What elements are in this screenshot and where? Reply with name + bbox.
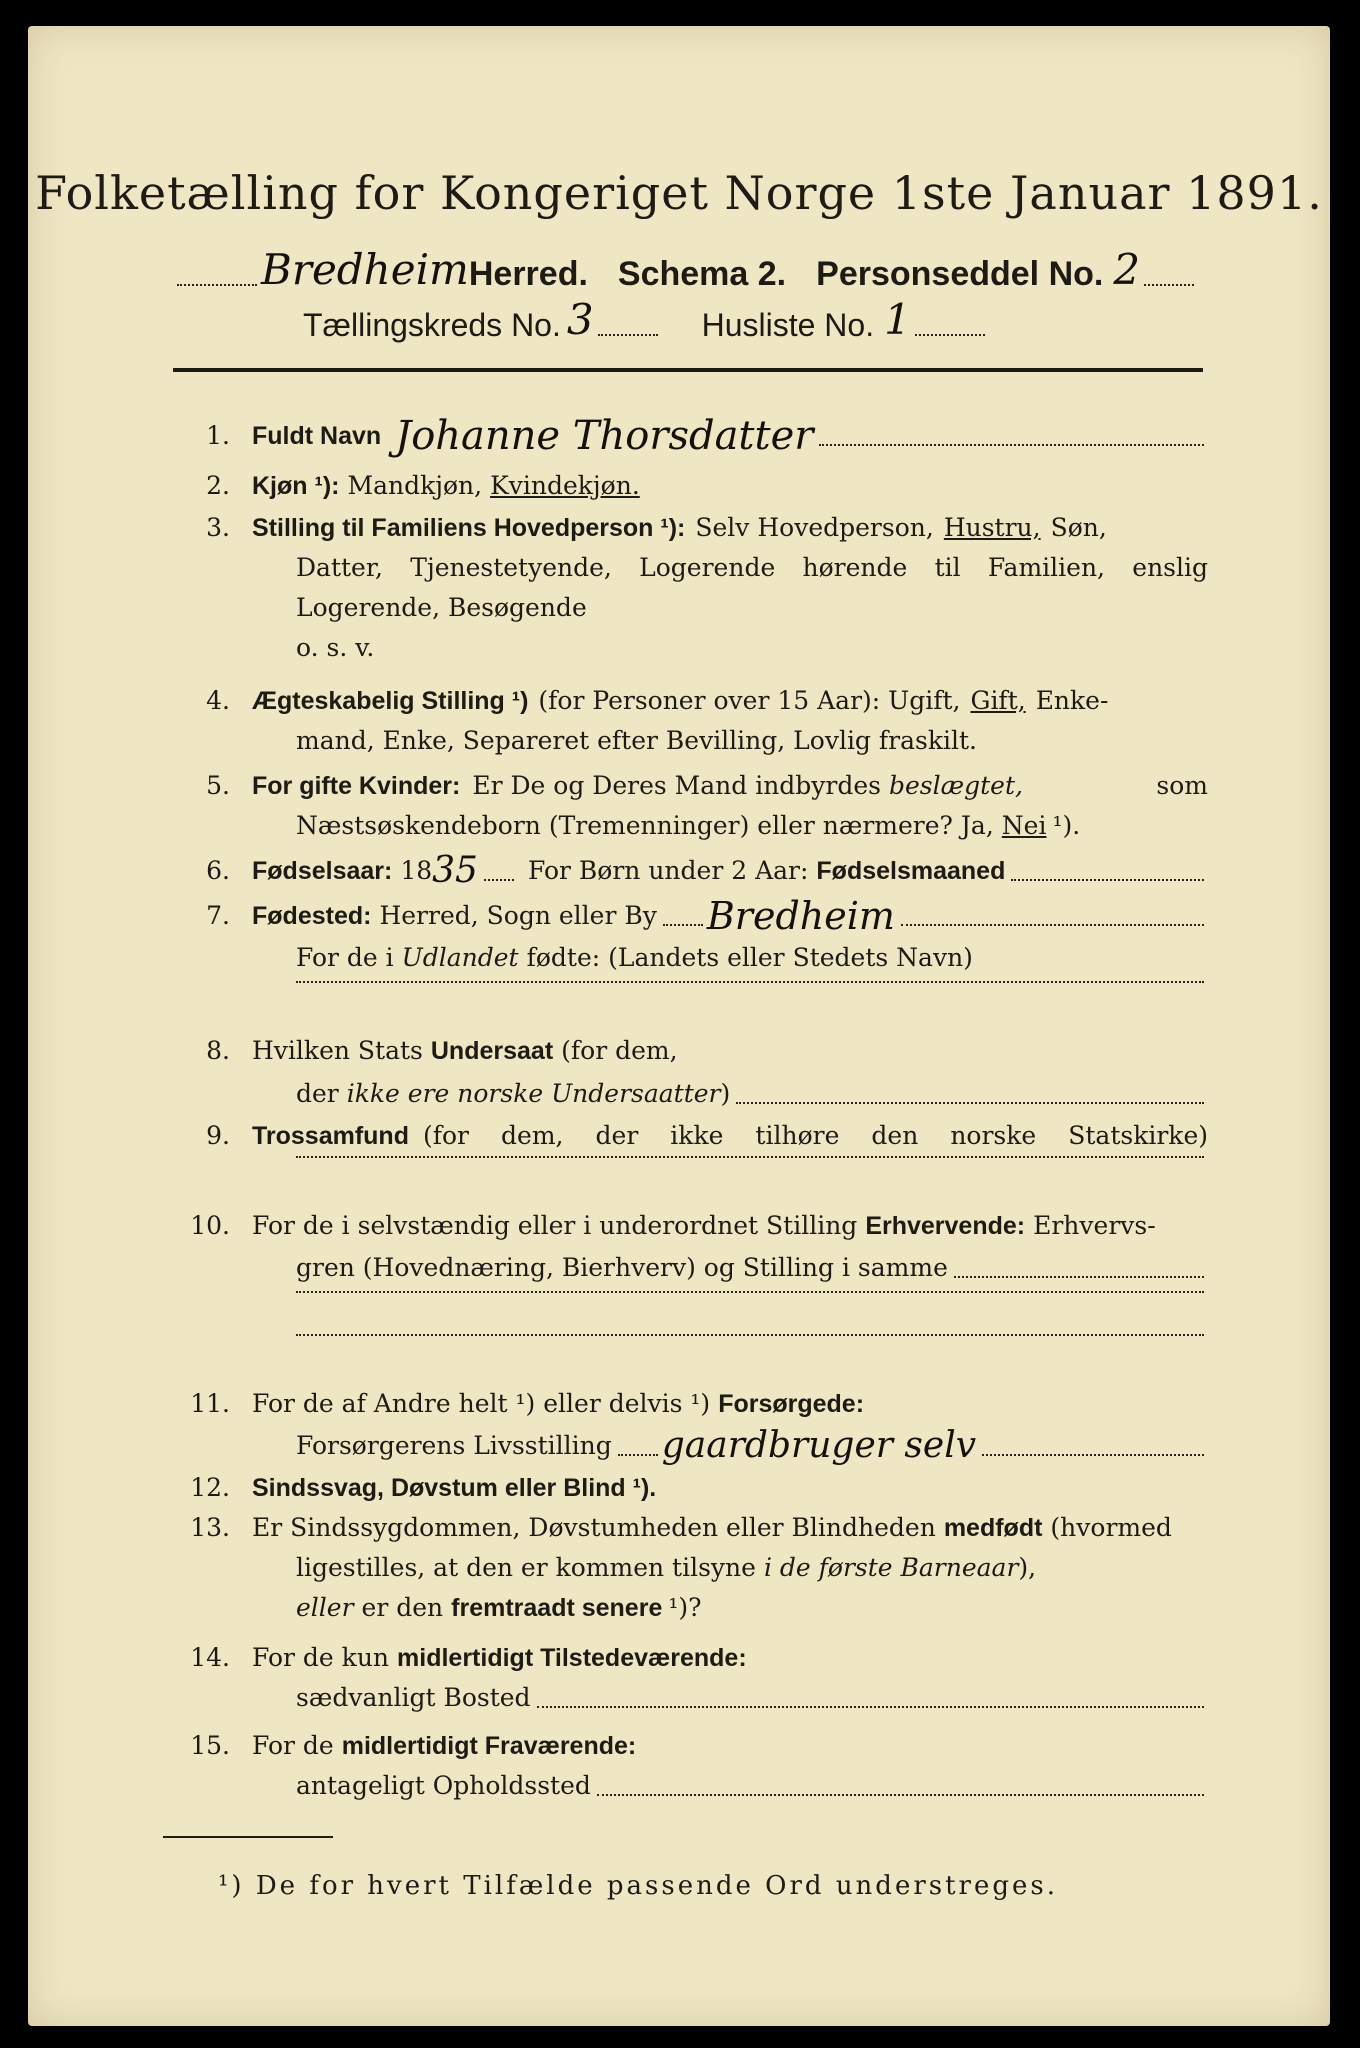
item-10-occupation: 10. For de i selvstændig eller i underordnet Stilling Erhvervende: Erhvervs- <box>190 1211 1156 1240</box>
husliste-label: Husliste No. <box>701 307 875 343</box>
herred-handwritten: Bredheim <box>261 245 469 294</box>
item-1-full-name: 1. Fuldt Navn Johanne Thorsdatter <box>168 416 1208 456</box>
item-6-birth-year: 6. Fødselsaar: 18 35 For Børn under 2 Aar: Fødselsmaaned <box>168 851 1208 891</box>
item-13-congenital: 13. Er Sindssygdommen, Døvstumheden eller Blindheden medfødt (hvormed <box>190 1513 1172 1542</box>
husliste-handwritten: 1 <box>884 295 911 344</box>
item-15-temporarily-absent: 15. For de midlertidigt Fraværende: <box>190 1731 637 1760</box>
item-8-citizenship: 8. Hvilken Stats Undersaat (for dem, <box>206 1036 678 1065</box>
item-9-religion: 9. Trossamfund (for dem, der ikke tilhøre den norske Statskirke) <box>206 1121 1208 1150</box>
provider-occupation-handwritten: gaardbruger selv <box>661 1425 977 1466</box>
herred-label: Herred. <box>468 255 588 293</box>
sex-option-female-underlined: Kvindekjøn. <box>490 471 640 500</box>
item-14-temporarily-present: 14. For de kun midlertidigt Tilstedeværende: <box>190 1643 747 1672</box>
marital-gift-underlined: Gift, <box>970 686 1026 715</box>
full-name-label: Fuldt Navn <box>252 422 382 450</box>
item-4-marital-status: 4. Ægteskabelig Stilling ¹) (for Personer over 15 Aar): Ugift, Gift, Enke- <box>168 681 1208 721</box>
birthplace-handwritten: Bredheim <box>706 894 895 938</box>
item-7-birthplace: 7. Fødested: Herred, Sogn eller By Bredheim <box>168 896 1208 936</box>
header-kreds-line <box>303 294 1103 344</box>
sex-label: Kjøn ¹): <box>252 472 340 500</box>
header-herred-line <box>173 238 1203 294</box>
item-12-disability: 12. Sindssvag, Døvstum eller Blind ¹). <box>190 1473 657 1502</box>
item-2-sex: 2. Kjøn ¹): Mandkjøn, Kvindekjøn. <box>168 466 1208 506</box>
full-name-handwritten: Johanne Thorsdatter <box>395 413 814 459</box>
sex-option-male: Mandkjøn, <box>347 471 483 500</box>
footnote-rule <box>163 1836 333 1838</box>
item-5-married-women: 5. For gifte Kvinder: Er De og Deres Mand indbyrdes beslægtet, som <box>206 771 1208 800</box>
birth-year-handwritten: 35 <box>432 850 478 891</box>
taellingskreds-label: Tællingskreds No. <box>303 307 561 343</box>
footnote: ¹) De for hvert Tilfælde passende Ord understreges. <box>218 1871 1059 1901</box>
form-title: Folketælling for Kongeriget Norge 1ste Januar 1891. <box>35 166 1323 220</box>
personseddel-label: Personseddel No. <box>816 255 1104 293</box>
census-form-page: Folketælling for Kongeriget Norge 1ste Januar 1891. Bredheim Herred. Schema 2. Personseddel No. 2 Tællingskreds No. 3 Husliste No. 1 1. Fuldt Navn Johanne Thorsdatter 2. Kjøn ¹): Mandkjøn, Kvindekjøn. 3. Stilling til Familiens Hovedperson ¹): Selv Hovedperson, Hustru, Søn, Datter, Tjenestetyende, Logerende hørende til Familien, enslig Logerende, Besøgende o. s. v. 4. Ægteskabelig Stilling ¹) (for Personer over 15 Aar): Ugift, Gift, Enke- mand, Enke, Separeret efter Bevilling, Lovlig fraskilt. 5. For gifte Kvinder: Er De og Deres Mand indbyrdes beslægtet, som Næstsøskendeborn (Tremenninger) eller nærmere? Ja, Nei ¹). 6. Fødselsaar: 18 35 For Børn under 2 Aar: Fødselsmaaned 7. Fødested: Herred, Sogn eller By Bredheim For de i Udlandet fødte: (Landets eller Stedets Navn) 8. Hvilken Stats Undersaat (for dem, der ikke ere norske Undersaatter ) 9. Trossamfund (for dem, der ikke tilhøre den norske Statskirke) 10. For de i selvstændig eller i underordnet Stilling Erhvervende: Erhvervs- gren (Hovednæring, Bierhverv) og Stilling i samme 11. For de af Andre helt ¹) eller delvis ¹) Forsørgede: Forsørgerens Livsstilling gaardbruger selv 12. Sindssvag, Døvstum eller Blind ¹). 13. Er Sindssygdommen, Døvstumheden eller Blindheden medfødt (hvormed ligestilles, at den er kommen tilsyne i de første Barneaar ), eller er den fremtraadt senere ¹)? 14. For de kun midlertidigt Tilstedeværende: sædvanligt Bosted 15. For de midlertidigt Fraværende: antageligt Opholdssted ¹) De for hvert Tilfælde passende Ord understreges. <box>28 26 1330 2026</box>
related-nei-underlined: Nei <box>1001 811 1047 840</box>
header-rule <box>173 368 1203 372</box>
personseddel-handwritten: 2 <box>1113 245 1141 294</box>
item-3-family-position: 3. Stilling til Familiens Hovedperson ¹): Selv Hovedperson, Hustru, Søn, <box>168 508 1208 548</box>
schema-label: Schema 2. <box>617 255 787 293</box>
taellingskreds-handwritten: 3 <box>566 295 594 344</box>
position-hustru-underlined: Hustru, <box>943 513 1041 542</box>
item-11-supported: 11. For de af Andre helt ¹) eller delvis ¹) Forsørgede: <box>190 1389 865 1418</box>
